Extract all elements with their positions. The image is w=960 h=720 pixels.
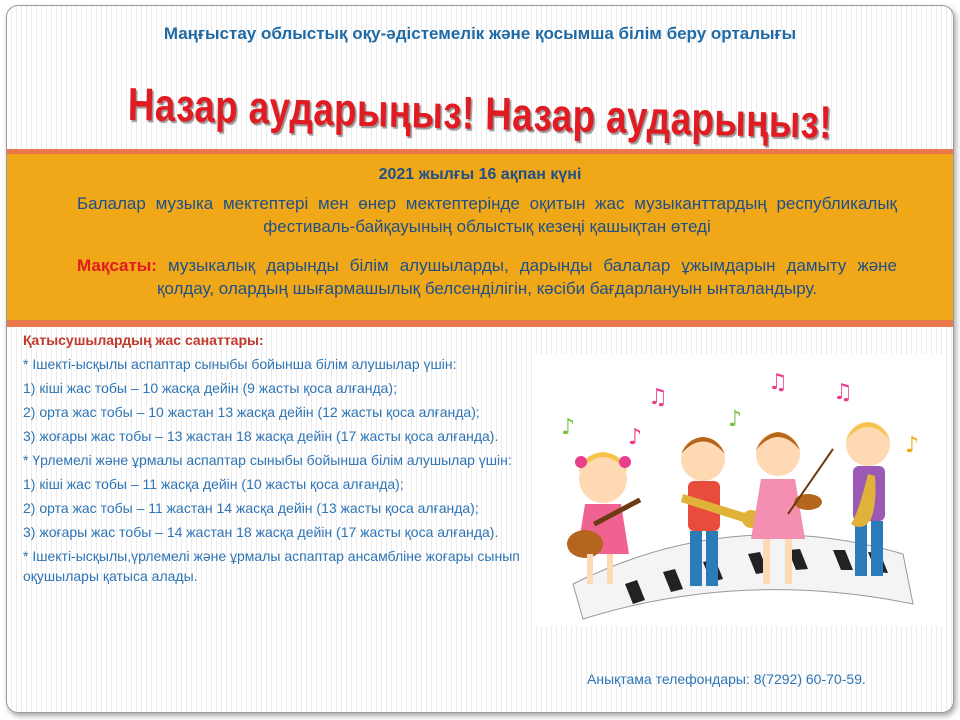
goal-text: музыкалық дарынды білім алушыларды, дарынды балалар ұжымдарын дамыту және қолдау, олардың шығармашылық белсенділігін, кәсіби бағдарлануын ынталандыру. (156, 256, 897, 298)
announcement-band (7, 149, 953, 327)
kids-music-icon (533, 354, 945, 626)
svg-text:♫: ♫ (648, 385, 668, 410)
category-line: 1) кіші жас тобы – 11 жасқа дейін (10 жасты қоса алғанда); (23, 476, 404, 492)
svg-text:♪: ♪ (628, 425, 643, 450)
svg-text:♫: ♫ (768, 370, 788, 395)
categories-title: Қатысушылардың жас санаттары: (23, 332, 264, 348)
category-line: * Ішекті-ысқылы,үрлемелі және ұрмалы аспаптар ансамбліне жоғары сынып оқушылары қатыса алады. (23, 548, 520, 584)
category-line: 2) орта жас тобы – 11 жастан 14 жасқа дейін (13 жасты қоса алғанда); (23, 500, 479, 516)
contact-phone: Анықтама телефондары: 8(7292) 60-70-59. (587, 671, 866, 687)
category-line: 3) жоғары жас тобы – 14 жастан 18 жасқа дейін (17 жасты қоса алғанда). (23, 524, 499, 540)
svg-text:♫: ♫ (833, 380, 853, 405)
category-line: * Ішекті-ысқылы аспаптар сыныбы бойынша білім алушылар үшін: (23, 356, 457, 372)
event-date: 2021 жылғы 16 ақпан күні (378, 166, 582, 183)
announcement-text: Балалар музыка мектептері мен өнер мектептерінде оқитын жас музыканттардың республикалық фестиваль-байқауының облыстық кезеңі қашықтан өтеді (77, 194, 897, 236)
goal-paragraph (77, 254, 897, 300)
svg-text:♪: ♪ (905, 433, 920, 458)
attention-banner: Назар аударыңыз! Назар аударыңыз! (127, 77, 833, 149)
svg-text:♪: ♪ (728, 407, 743, 432)
category-line: 1) кіші жас тобы – 10 жасқа дейін (9 жасты қоса алғанда); (23, 380, 397, 396)
category-line: 3) жоғары жас тобы – 13 жастан 18 жасқа дейін (17 жасты қоса алғанда). (23, 428, 499, 444)
svg-text:♪: ♪ (561, 415, 576, 440)
org-header: Маңғыстау облыстық оқу-әдістемелік және қосымша білім беру орталығы (163, 24, 797, 43)
goal-label: Мақсаты: (77, 256, 157, 275)
category-line: * Үрлемелі және ұрмалы аспаптар сыныбы бойынша білім алушылар үшін: (23, 452, 512, 468)
slide (6, 5, 954, 713)
category-line: 2) орта жас тобы – 10 жастан 13 жасқа дейін (12 жасты қоса алғанда); (23, 404, 480, 420)
age-categories (23, 330, 523, 590)
